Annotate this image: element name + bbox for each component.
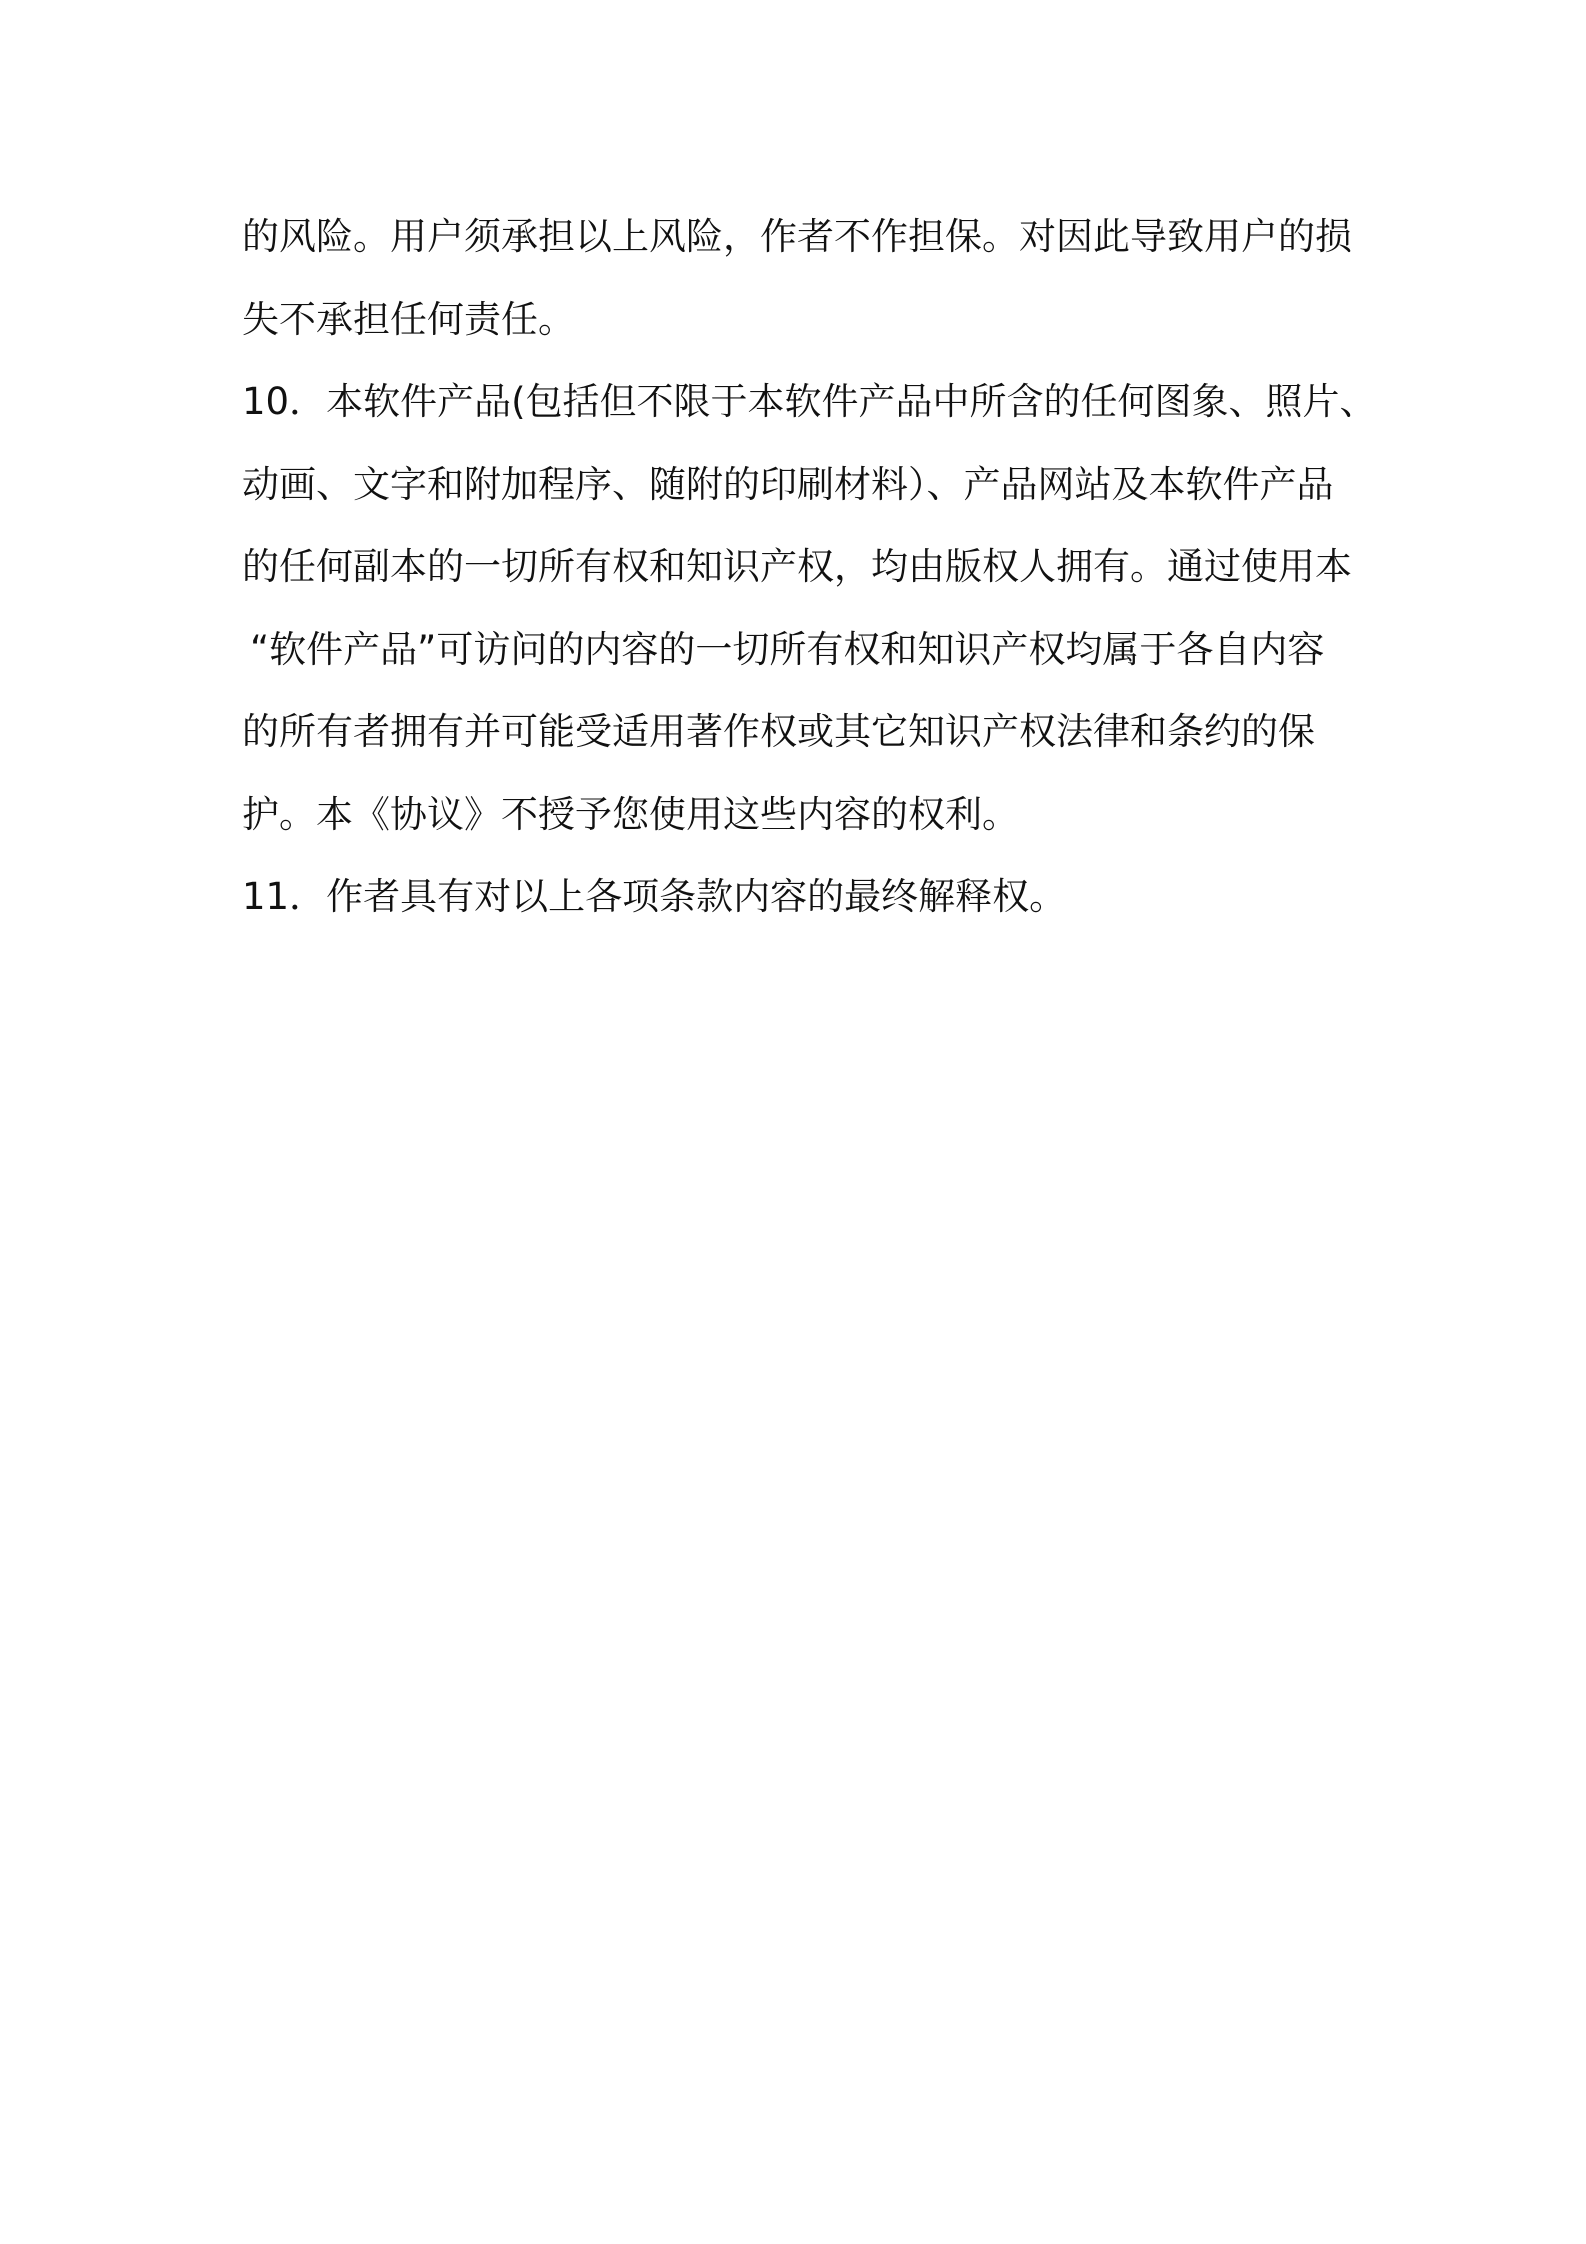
clause-10-line-1: 10．本软件产品(包括但不限于本软件产品中所含的任何图象、照片、	[242, 380, 1377, 423]
agreement-text	[242, 196, 1377, 939]
text-line-1: 的风险。用户须承担以上风险，作者不作担保。对因此导致用户的损	[242, 215, 1352, 258]
text-line-2: 失不承担任何责任。	[242, 297, 575, 341]
clause-10-line-4: “软件产品”可访问的内容的一切所有权和知识产权均属于各自内容	[250, 627, 1325, 671]
clause-11-line-1: 11．作者具有对以上各项条款内容的最终解释权。	[242, 875, 1067, 918]
clause-10-line-6: 护。本《协议》不授予您使用这些内容的权利。	[242, 792, 1019, 836]
clause-10-line-2: 动画、文字和附加程序、随附的印刷材料）、产品网站及本软件产品	[242, 462, 1334, 506]
clause-10-line-3: 的任何副本的一切所有权和知识产权，均由版权人拥有。通过使用本	[242, 545, 1352, 588]
clause-10-line-5: 的所有者拥有并可能受适用著作权或其它知识产权法律和条约的保	[242, 710, 1315, 753]
